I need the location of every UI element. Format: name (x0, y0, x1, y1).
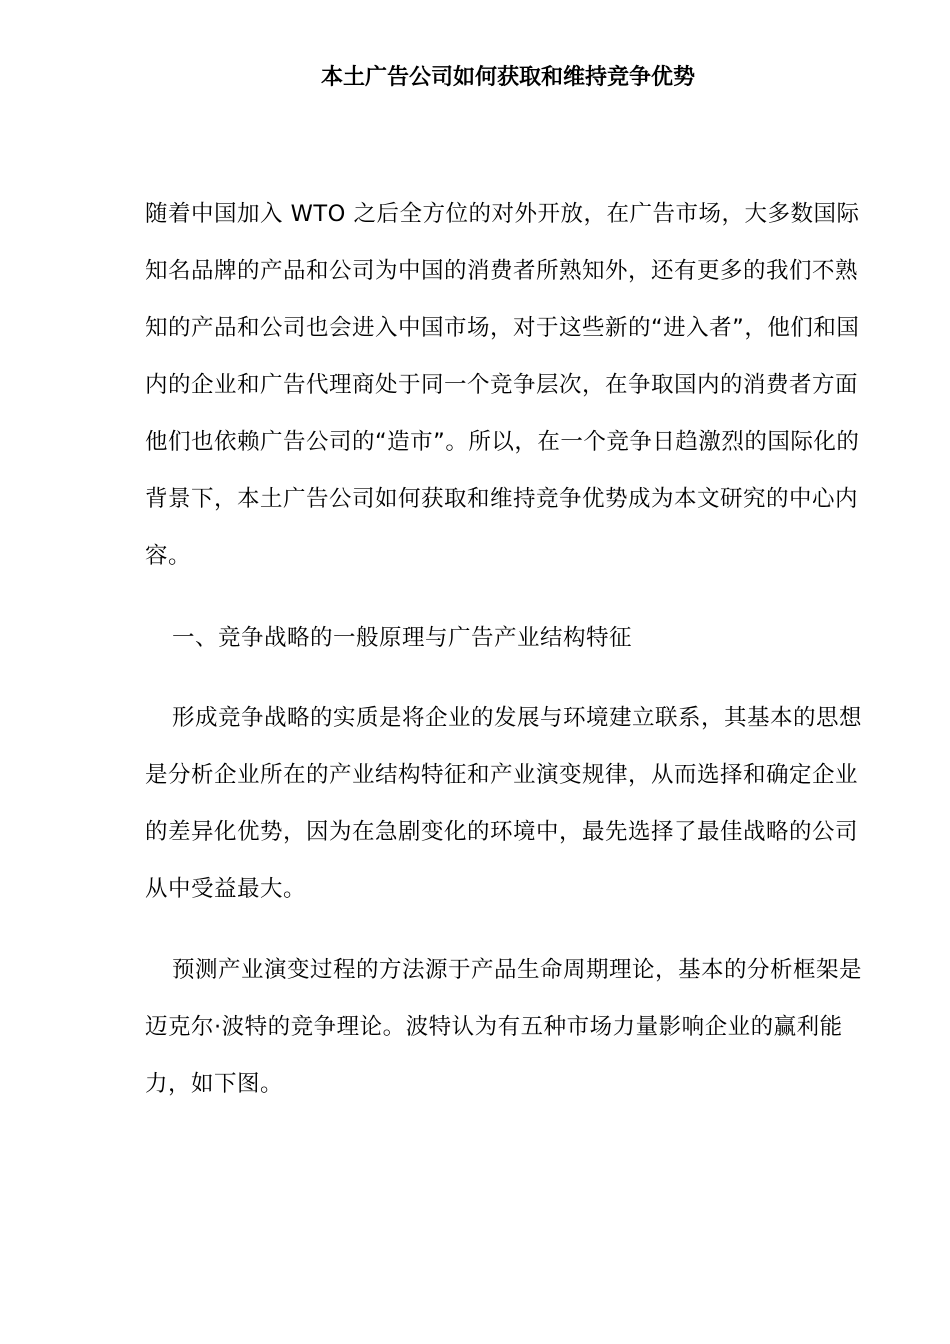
section-heading: 一、竞争战略的一般原理与广告产业结构特征 (172, 625, 633, 651)
document-title: 本土广告公司如何获取和维持竞争优势 (320, 65, 695, 90)
strategy-paragraph: 形成竞争战略的实质是将企业的发展与环境建立联系，其基本的思想是分析企业所在的产业结构特征和产业演变规律，从而选择和确定企业的差异化优势，因为在急剧变化的环境中，最先选择了最佳战略的公司从中受益最大。 (145, 705, 863, 902)
intro-paragraph: 随着中国加入 WTO 之后全方位的对外开放，在广告市场，大多数国际知名品牌的产品和公司为中国的消费者所熟知外，还有更多的我们不熟知的产品和公司也会进入中国市场，对于这些新的“进入者”，他们和国内的企业和广告代理商处于同一个竞争层次，在争取国内的消费者方面他们也依赖广告公司的“造市”。所以，在一个竞争日趋激烈的国际化的背景下，本土广告公司如何获取和维持竞争优势成为本文研究的中心内容。 (145, 201, 860, 569)
porter-paragraph: 预测产业演变过程的方法源于产品生命周期理论，基本的分析框架是迈克尔·波特的竞争理论。波特认为有五种市场力量影响企业的赢利能力，如下图。 (145, 957, 863, 1097)
